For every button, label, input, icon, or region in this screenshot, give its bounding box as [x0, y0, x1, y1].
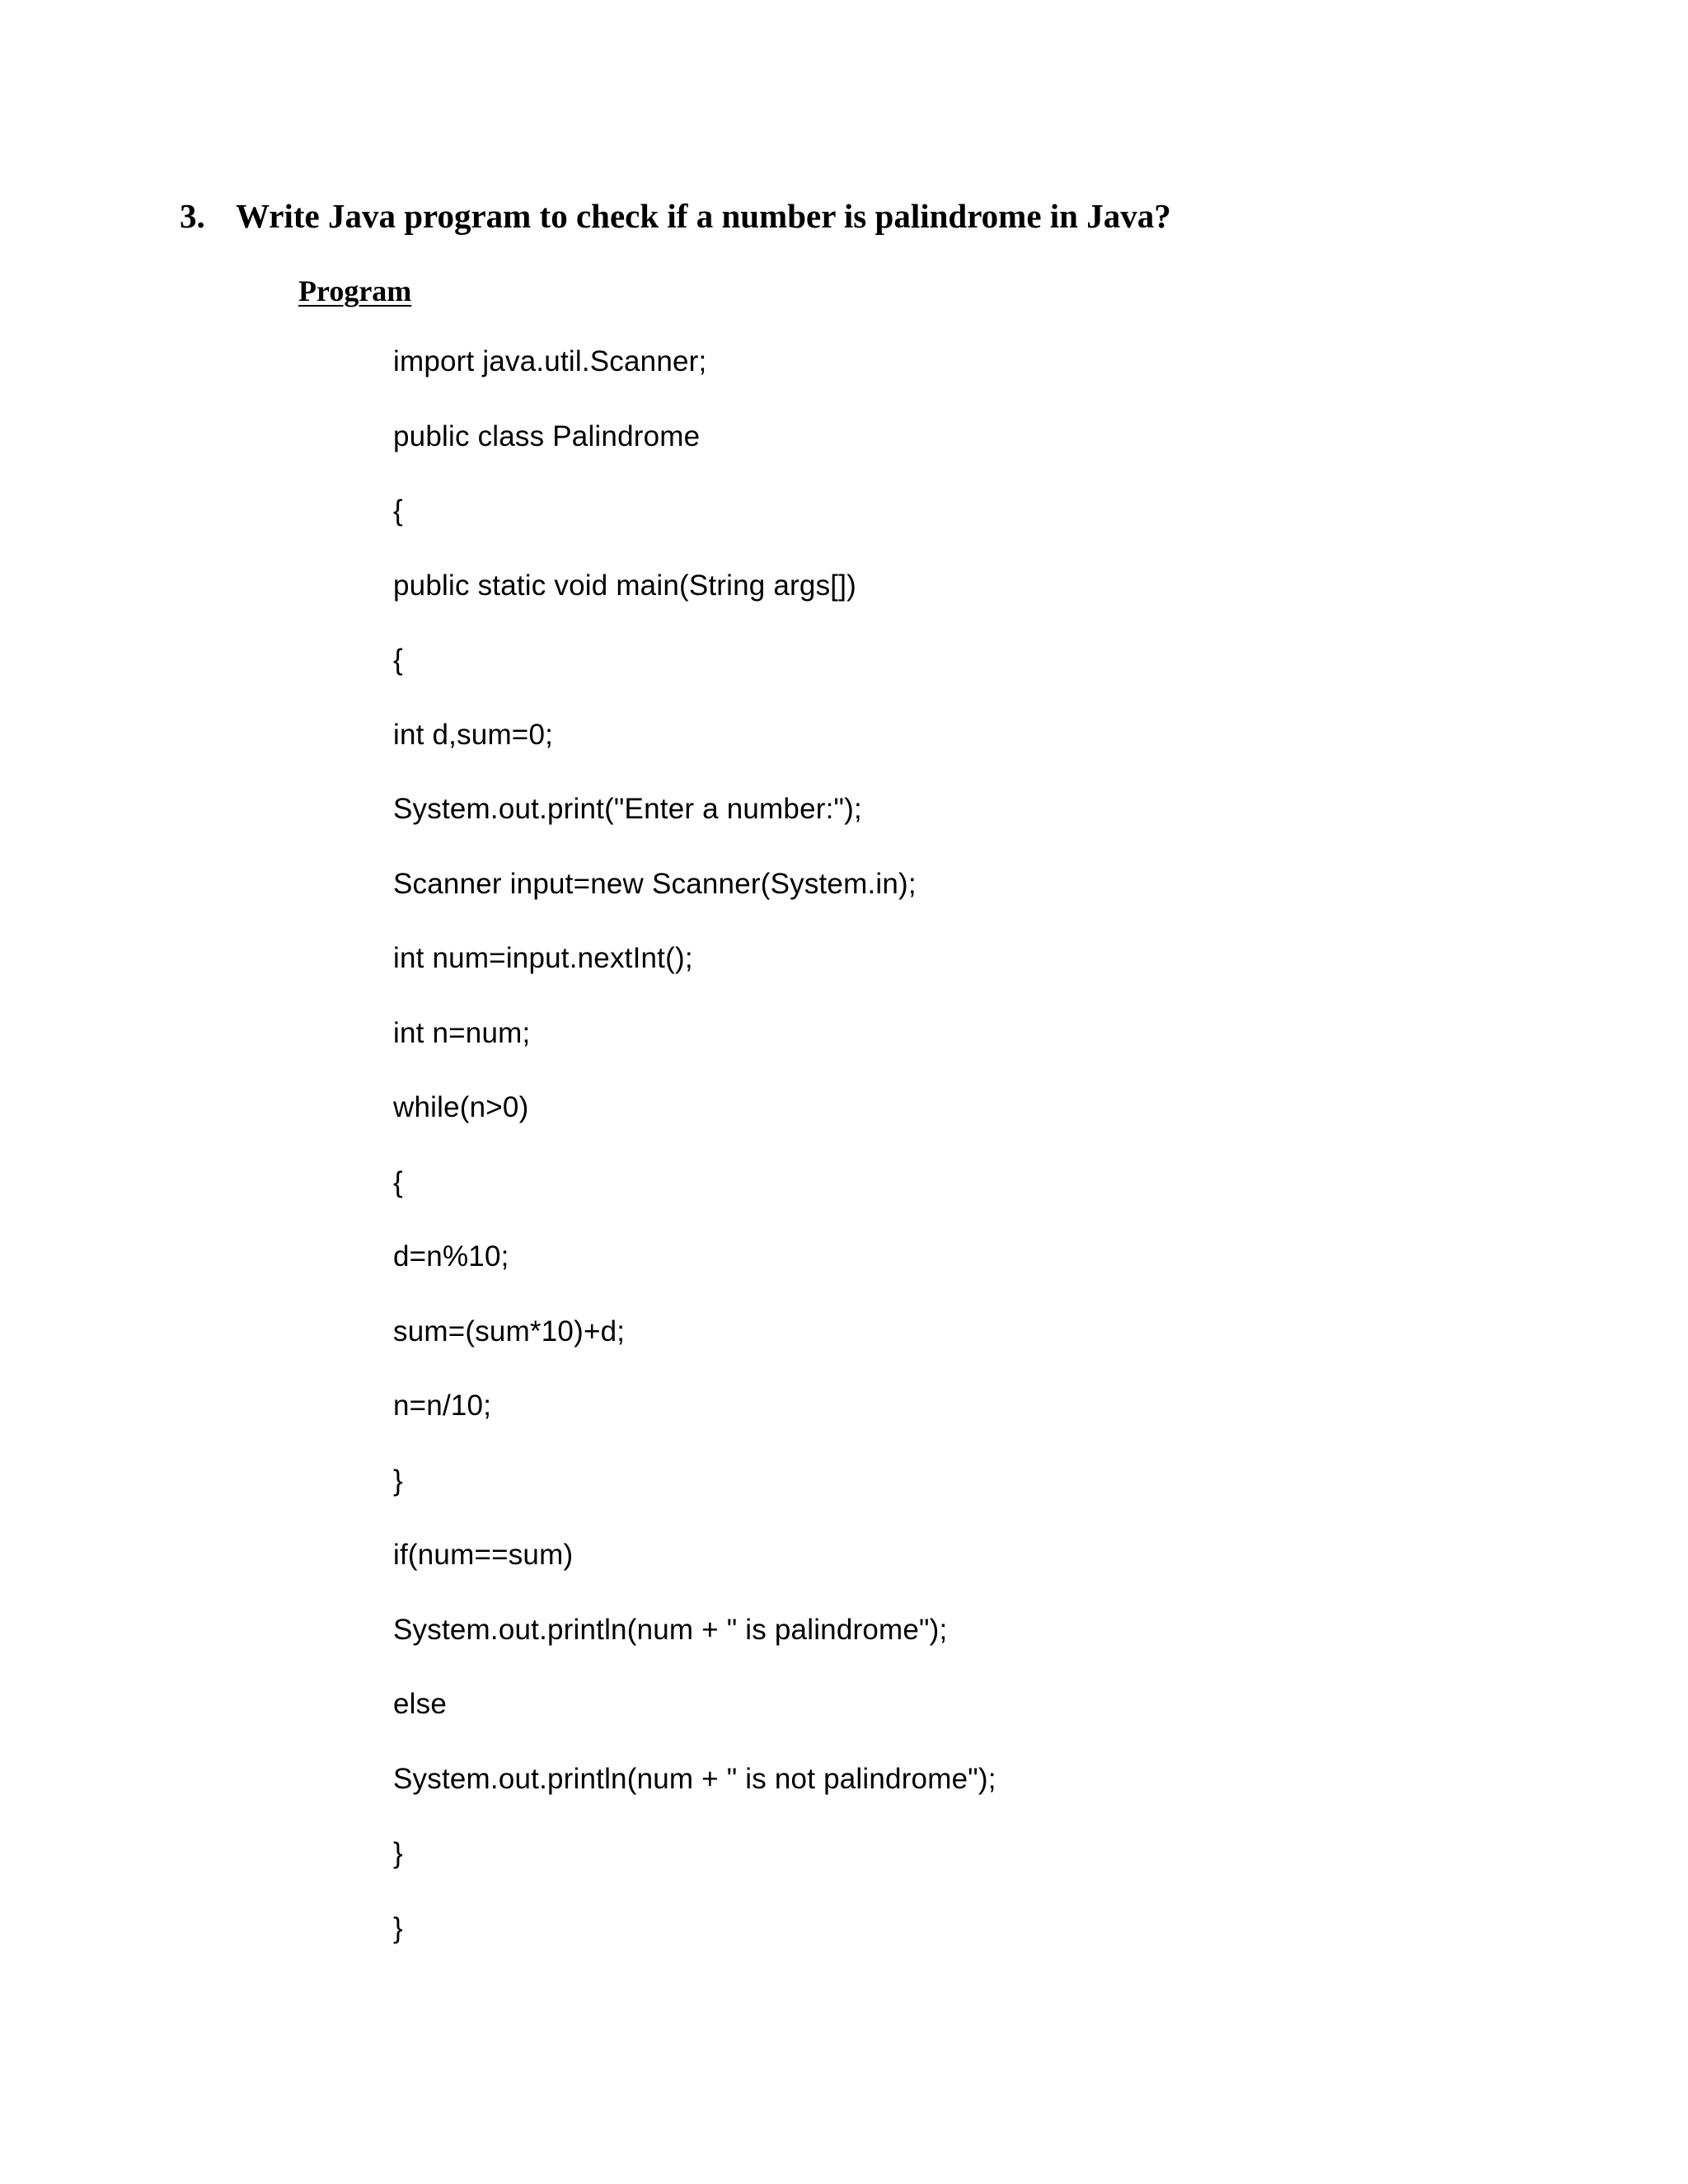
- code-line: {: [393, 494, 403, 527]
- code-block: [393, 342, 996, 1983]
- code-line: public static void main(String args[]): [393, 569, 856, 602]
- code-line: {: [393, 1165, 403, 1198]
- code-line: }: [393, 1837, 403, 1869]
- code-line: }: [393, 1911, 403, 1944]
- code-line: public class Palindrome: [393, 419, 701, 452]
- code-line: if(num==sum): [393, 1539, 574, 1571]
- code-line: Scanner input=new Scanner(System.in);: [393, 867, 917, 900]
- code-line: System.out.print("Enter a number:");: [393, 793, 862, 825]
- code-line: else: [393, 1688, 448, 1720]
- code-line: {: [393, 644, 403, 676]
- code-line: import java.util.Scanner;: [393, 345, 707, 377]
- code-line: int d,sum=0;: [393, 718, 554, 751]
- code-line: d=n%10;: [393, 1240, 509, 1272]
- question-number: 3.: [180, 197, 205, 235]
- code-line: while(n>0): [393, 1091, 529, 1123]
- code-line: sum=(sum*10)+d;: [393, 1315, 626, 1347]
- question-heading: [180, 194, 1171, 237]
- code-line: System.out.println(num + " is palindrome");: [393, 1613, 948, 1646]
- code-line: int n=num;: [393, 1016, 531, 1049]
- section-label-program: Program: [298, 274, 412, 307]
- code-line: n=n/10;: [393, 1390, 492, 1422]
- code-line: System.out.println(num + " is not palindrome");: [393, 1762, 996, 1795]
- code-line: }: [393, 1464, 403, 1497]
- question-text: Write Java program to check if a number is palindrome in Java?: [236, 197, 1171, 235]
- code-line: int num=input.nextInt();: [393, 942, 693, 974]
